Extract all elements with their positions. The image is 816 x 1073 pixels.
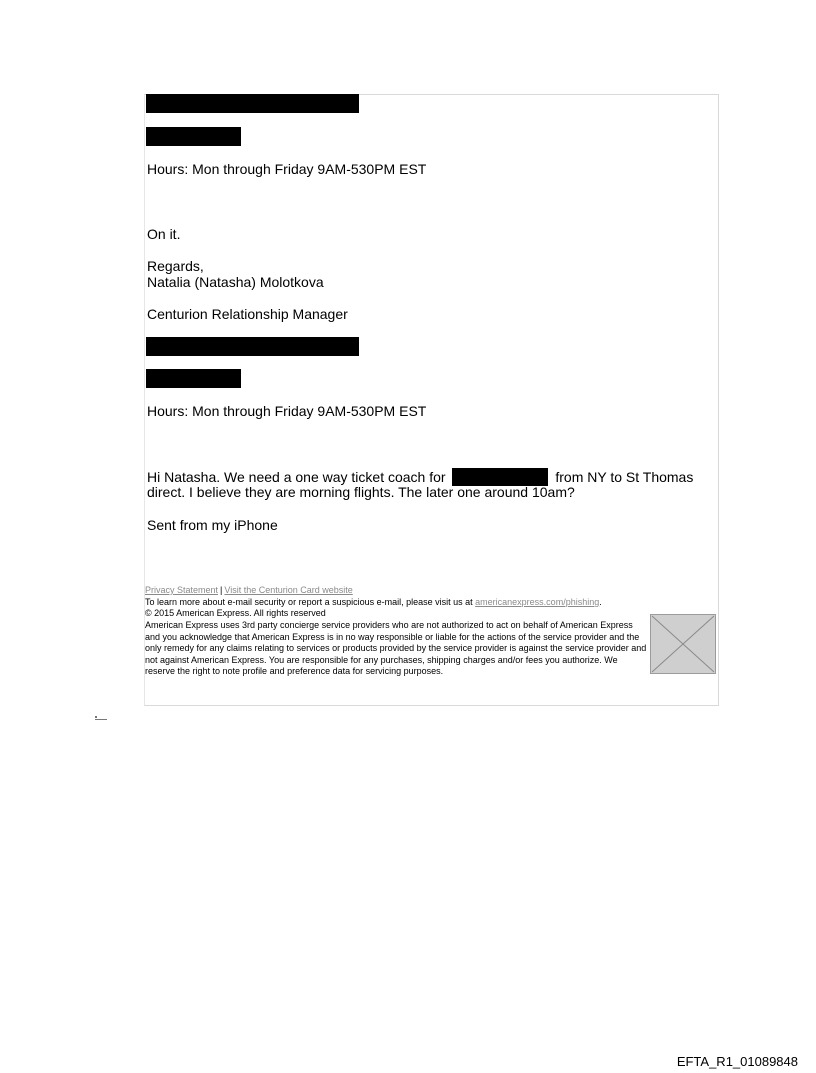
hours-line: Hours: Mon through Friday 9AM-530PM EST [147, 161, 427, 177]
disclaimer-text: American Express uses 3rd party concierge service providers who are not authorized to act on behalf of American Express and you acknowledge that American Express is in no way responsible or liable for the actions of the service provider and the only remedy for any claims relating to services or products provided by the service provider is against the service provider and not against American Express. You are responsible for any purchases, shipping charges and/or fees you authorize. We reserve the right to note profile and preference data for servicing purposes. [145, 620, 647, 676]
redaction-bar [146, 337, 359, 356]
regards-line: Regards, [147, 258, 204, 274]
footer-links [145, 585, 353, 596]
message-text: from NY to St Thomas [555, 469, 694, 485]
centurion-website-link[interactable]: Visit the Centurion Card website [224, 585, 353, 595]
privacy-statement-link[interactable]: Privacy Statement [145, 585, 219, 595]
security-text: To learn more about e-mail security or report a suspicious e-mail, please visit us at [145, 597, 473, 607]
redaction-bar [146, 94, 359, 113]
security-end: . [599, 597, 602, 607]
broken-image-icon [650, 614, 716, 674]
stray-mark [95, 716, 97, 718]
sent-from-line: Sent from my iPhone [147, 517, 278, 533]
link-separator: | [220, 585, 223, 595]
message-line-2: direct. I believe they are morning flights. The later one around 10am? [147, 484, 575, 500]
stray-mark [95, 719, 107, 720]
redaction-bar [146, 369, 241, 388]
sender-name: Natalia (Natasha) Molotkova [147, 274, 324, 290]
sender-title: Centurion Relationship Manager [147, 306, 348, 322]
copyright: © 2015 American Express. All rights reserved [145, 608, 326, 618]
hours-line: Hours: Mon through Friday 9AM-530PM EST [147, 403, 427, 419]
message-text: Hi Natasha. We need a one way ticket coach for [147, 469, 446, 485]
document-id: EFTA_R1_01089848 [676, 1054, 798, 1069]
redaction-bar [146, 127, 241, 146]
reply-body: On it. [147, 226, 181, 242]
security-notice [145, 597, 602, 608]
phishing-link[interactable]: americanexpress.com/phishing [475, 597, 600, 607]
